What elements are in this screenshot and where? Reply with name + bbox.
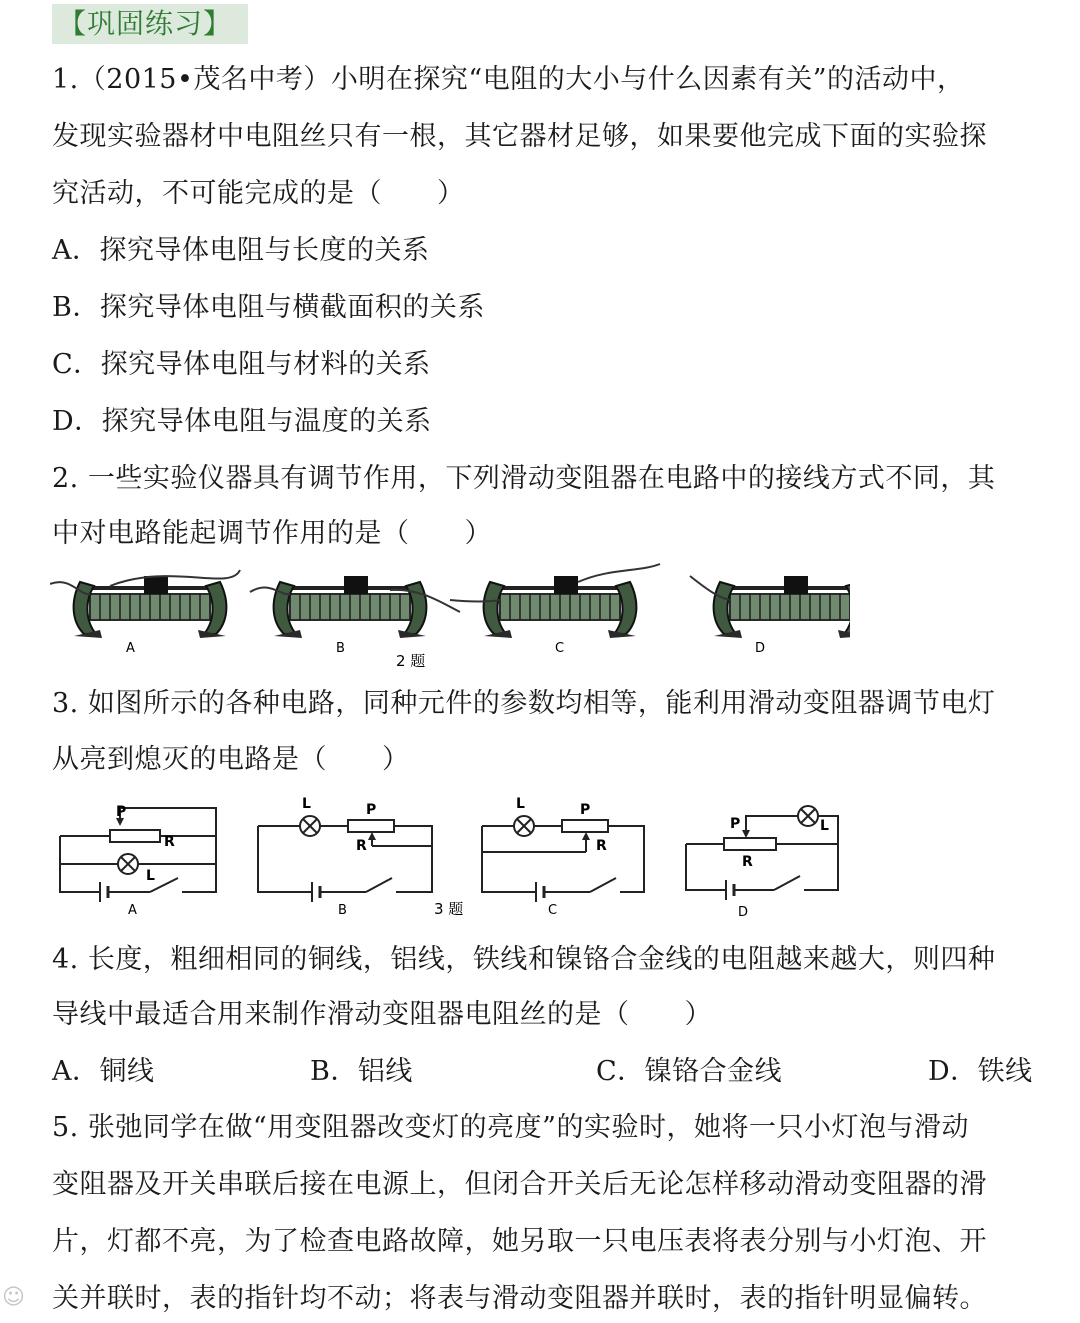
circuit-b-label-p: P <box>366 802 377 818</box>
circuit-b-label-r: R <box>356 838 367 854</box>
q4-option-c: C．镍铬合金线 <box>596 1056 783 1087</box>
circuit-b <box>258 816 432 902</box>
q3-fig-label-b: B <box>338 903 347 918</box>
q3-fig-label-c: C <box>548 903 558 918</box>
q4-option-d: D．铁线 <box>928 1056 1033 1087</box>
q1-option-a: A．探究导体电阻与长度的关系 <box>52 235 430 266</box>
q1-option-d: D．探究导体电阻与温度的关系 <box>52 406 432 437</box>
q4-line-2: 导线中最适合用来制作滑动变阻器电阻丝的是（ ） <box>52 999 712 1030</box>
circuit-c-label-r: R <box>596 838 607 854</box>
q5-line-3: 片，灯都不亮，为了检查电路故障，她另取一只电压表将表分别与小灯泡、开 <box>52 1226 987 1257</box>
circuit-d-label-r: R <box>742 854 753 870</box>
watermark-icon: ☺ <box>2 1285 25 1310</box>
q1-line-2: 发现实验器材中电阻丝只有一根，其它器材足够，如果要他完成下面的实验探 <box>52 121 987 152</box>
q4-line-1: 4. 长度，粗细相同的铜线，铝线，铁线和镍铬合金线的电阻越来越大，则四种 <box>52 944 996 975</box>
q5-line-1: 5. 张弛同学在做“用变阻器改变灯的亮度”的实验时，她将一只小灯泡与滑动 <box>52 1112 969 1143</box>
q2-figure <box>50 562 850 672</box>
circuit-c-label-p: P <box>580 802 591 818</box>
q2-line-2: 中对电路能起调节作用的是（ ） <box>52 518 492 549</box>
q2-figure-caption: 2 题 <box>396 652 426 670</box>
circuit-c <box>482 816 644 902</box>
circuit-a-label-l: L <box>146 868 155 884</box>
q3-figure-caption: 3 题 <box>434 900 464 918</box>
q3-line-2: 从亮到熄灭的电路是（ ） <box>52 744 410 775</box>
q4-option-a: A．铜线 <box>52 1056 155 1087</box>
q3-fig-label-d: D <box>738 905 749 920</box>
q2-fig-label-b: B <box>336 641 345 656</box>
circuit-a-label-r: R <box>164 834 175 850</box>
rheostat-b <box>250 576 460 638</box>
q1-line-1: 1.（2015•茂名中考）小明在探究“电阻的大小与什么因素有关”的活动中， <box>52 64 965 95</box>
q2-fig-label-a: A <box>126 641 135 656</box>
circuit-b-label-l: L <box>302 796 311 812</box>
q4-option-b: B．铝线 <box>310 1056 413 1087</box>
q2-line-1: 2. 一些实验仪器具有调节作用，下列滑动变阻器在电路中的接线方式不同，其 <box>52 463 996 494</box>
rheostat-a <box>50 570 240 638</box>
circuit-a <box>60 808 216 902</box>
q3-figure <box>50 796 870 926</box>
circuit-d-label-p: P <box>730 816 741 832</box>
circuit-c-label-l: L <box>516 796 525 812</box>
q2-fig-label-d: D <box>755 641 766 656</box>
circuit-d <box>686 806 838 900</box>
section-title: 【巩固练习】 <box>52 4 248 44</box>
q1-line-3: 究活动，不可能完成的是（ ） <box>52 178 465 209</box>
q1-option-b: B．探究导体电阻与横截面积的关系 <box>52 292 485 323</box>
circuit-d-label-l: L <box>820 818 829 834</box>
q1-option-c: C．探究导体电阻与材料的关系 <box>52 349 431 380</box>
q2-fig-label-c: C <box>555 641 565 656</box>
q3-fig-label-a: A <box>128 903 137 918</box>
q5-line-2: 变阻器及开关串联后接在电源上，但闭合开关后无论怎样移动滑动变阻器的滑 <box>52 1169 987 1200</box>
q3-line-1: 3. 如图所示的各种电路，同种元件的参数均相等，能利用滑动变阻器调节电灯 <box>52 688 996 719</box>
q5-line-4: 关并联时，表的指针均不动；将表与滑动变阻器并联时，表的指针明显偏转。 <box>52 1283 987 1314</box>
rheostat-c <box>450 564 660 638</box>
circuit-a-label-p: P <box>116 804 127 820</box>
rheostat-d <box>690 576 850 638</box>
